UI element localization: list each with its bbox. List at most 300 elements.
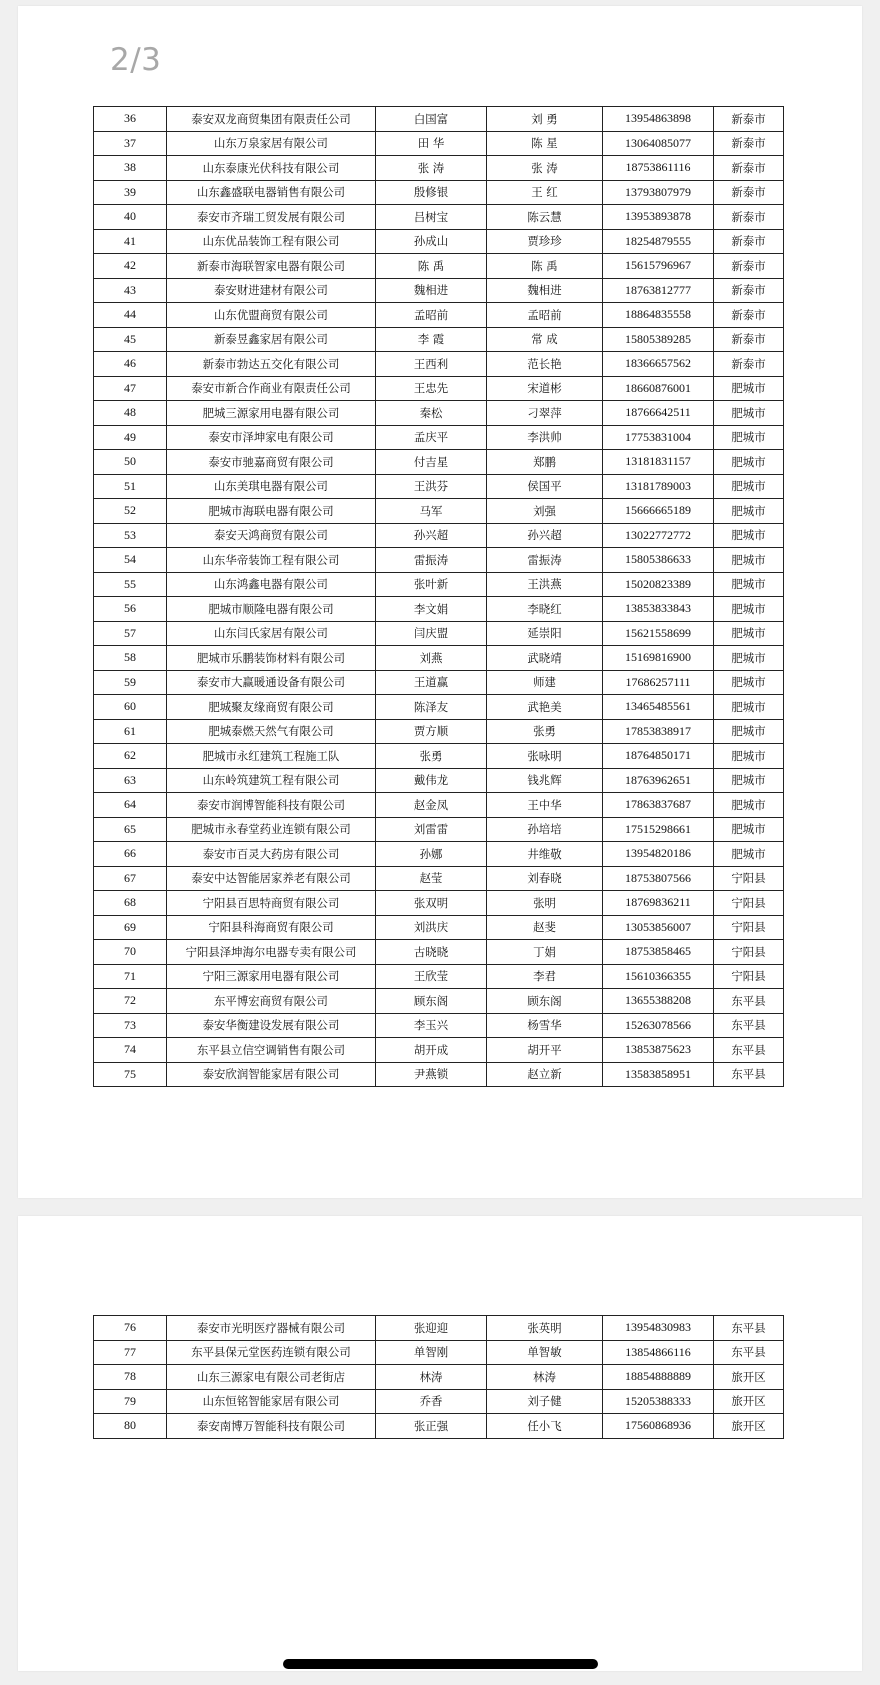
row-number: 69: [94, 915, 167, 940]
contact-person: 李君: [487, 964, 603, 989]
district: 肥城市: [714, 523, 784, 548]
legal-representative: 顾东阁: [376, 989, 487, 1014]
table-row: [94, 1062, 784, 1087]
table-row: [94, 621, 784, 646]
row-number: 77: [94, 1340, 167, 1365]
legal-representative: 林涛: [376, 1365, 487, 1390]
legal-representative: 赵金凤: [376, 793, 487, 818]
district: 肥城市: [714, 597, 784, 622]
company-name: 山东三源家电有限公司老街店: [167, 1365, 376, 1390]
contact-person: 刘 勇: [487, 107, 603, 132]
legal-representative: 赵莹: [376, 866, 487, 891]
legal-representative: 王欣莹: [376, 964, 487, 989]
company-name: 新泰市勃达五交化有限公司: [167, 352, 376, 377]
company-name: 泰安财进建材有限公司: [167, 278, 376, 303]
company-name: 山东美琪电器有限公司: [167, 474, 376, 499]
table-row: [94, 205, 784, 230]
contact-person: 钱兆辉: [487, 768, 603, 793]
contact-person: 张明: [487, 891, 603, 916]
legal-representative: 张正强: [376, 1414, 487, 1439]
district: 新泰市: [714, 327, 784, 352]
legal-representative: 尹燕锁: [376, 1062, 487, 1087]
legal-representative: 孟庆平: [376, 425, 487, 450]
contact-phone: 18753858465: [603, 940, 714, 965]
district: 宁阳县: [714, 891, 784, 916]
table-row: [94, 303, 784, 328]
legal-representative: 王忠先: [376, 376, 487, 401]
company-name: 泰安天鸿商贸有限公司: [167, 523, 376, 548]
company-name: 山东泰康光伏科技有限公司: [167, 156, 376, 181]
roster-table: [93, 1315, 784, 1439]
table-row: [94, 254, 784, 279]
legal-representative: 贾方顺: [376, 719, 487, 744]
contact-phone: 15666665189: [603, 499, 714, 524]
company-name: 泰安市润博智能科技有限公司: [167, 793, 376, 818]
contact-person: 范长艳: [487, 352, 603, 377]
table-row: [94, 817, 784, 842]
table-row: [94, 180, 784, 205]
contact-person: 师建: [487, 670, 603, 695]
row-number: 53: [94, 523, 167, 548]
contact-person: 陈 星: [487, 131, 603, 156]
table-row: [94, 891, 784, 916]
table-row: [94, 1389, 784, 1414]
company-name: 山东鸿鑫电器有限公司: [167, 572, 376, 597]
contact-person: 刘强: [487, 499, 603, 524]
legal-representative: 王西利: [376, 352, 487, 377]
legal-representative: 白国富: [376, 107, 487, 132]
document-page-1: [18, 6, 862, 1198]
company-name: 山东恒铭智能家居有限公司: [167, 1389, 376, 1414]
table-row: [94, 1038, 784, 1063]
contact-person: 张咏明: [487, 744, 603, 769]
contact-phone: 17686257111: [603, 670, 714, 695]
company-name: 宁阳三源家用电器有限公司: [167, 964, 376, 989]
company-name: 东平博宏商贸有限公司: [167, 989, 376, 1014]
contact-person: 李洪帅: [487, 425, 603, 450]
company-name: 泰安市泽坤家电有限公司: [167, 425, 376, 450]
district: 肥城市: [714, 621, 784, 646]
contact-person: 郑鹏: [487, 450, 603, 475]
district: 旅开区: [714, 1414, 784, 1439]
legal-representative: 王洪芬: [376, 474, 487, 499]
legal-representative: 古晓晓: [376, 940, 487, 965]
table-row: [94, 425, 784, 450]
table-row: [94, 1316, 784, 1341]
legal-representative: 雷振涛: [376, 548, 487, 573]
table-row: [94, 940, 784, 965]
legal-representative: 乔香: [376, 1389, 487, 1414]
district: 肥城市: [714, 817, 784, 842]
table-row: [94, 964, 784, 989]
table-row: [94, 499, 784, 524]
district: 宁阳县: [714, 940, 784, 965]
contact-person: 孙培培: [487, 817, 603, 842]
row-number: 66: [94, 842, 167, 867]
table-row: [94, 646, 784, 671]
contact-person: 杨雪华: [487, 1013, 603, 1038]
company-name: 东平县立信空调销售有限公司: [167, 1038, 376, 1063]
district: 旅开区: [714, 1389, 784, 1414]
contact-person: 延崇阳: [487, 621, 603, 646]
district: 肥城市: [714, 499, 784, 524]
legal-representative: 张 涛: [376, 156, 487, 181]
legal-representative: 殷修银: [376, 180, 487, 205]
company-name: 泰安南博万智能科技有限公司: [167, 1414, 376, 1439]
table-row: [94, 695, 784, 720]
district: 新泰市: [714, 131, 784, 156]
row-number: 71: [94, 964, 167, 989]
company-name: 泰安市大赢暖通设备有限公司: [167, 670, 376, 695]
company-name: 泰安双龙商贸集团有限责任公司: [167, 107, 376, 132]
contact-person: 宋道彬: [487, 376, 603, 401]
contact-person: 王 红: [487, 180, 603, 205]
company-name: 泰安市驰嘉商贸有限公司: [167, 450, 376, 475]
district: 东平县: [714, 989, 784, 1014]
district: 新泰市: [714, 107, 784, 132]
roster-table: [93, 106, 784, 1087]
contact-person: 任小飞: [487, 1414, 603, 1439]
table-row: [94, 229, 784, 254]
contact-phone: 13053856007: [603, 915, 714, 940]
contact-phone: 18763812777: [603, 278, 714, 303]
contact-person: 陈 禹: [487, 254, 603, 279]
district: 新泰市: [714, 156, 784, 181]
district: 新泰市: [714, 303, 784, 328]
legal-representative: 闫庆盟: [376, 621, 487, 646]
contact-person: 魏相进: [487, 278, 603, 303]
legal-representative: 李 霞: [376, 327, 487, 352]
contact-phone: 13181789003: [603, 474, 714, 499]
row-number: 42: [94, 254, 167, 279]
table-row: [94, 1365, 784, 1390]
legal-representative: 张勇: [376, 744, 487, 769]
legal-representative: 刘燕: [376, 646, 487, 671]
contact-person: 王中华: [487, 793, 603, 818]
company-name: 东平县保元堂医药连锁有限公司: [167, 1340, 376, 1365]
contact-phone: 15263078566: [603, 1013, 714, 1038]
contact-person: 张英明: [487, 1316, 603, 1341]
company-name: 泰安欣润智能家居有限公司: [167, 1062, 376, 1087]
contact-person: 孟昭前: [487, 303, 603, 328]
row-number: 61: [94, 719, 167, 744]
district: 东平县: [714, 1013, 784, 1038]
row-number: 40: [94, 205, 167, 230]
contact-phone: 18864835558: [603, 303, 714, 328]
contact-phone: 13954863898: [603, 107, 714, 132]
contact-person: 顾东阁: [487, 989, 603, 1014]
table-row: [94, 597, 784, 622]
legal-representative: 陈泽友: [376, 695, 487, 720]
table-row: [94, 523, 784, 548]
row-number: 67: [94, 866, 167, 891]
legal-representative: 李文娟: [376, 597, 487, 622]
legal-representative: 陈 禹: [376, 254, 487, 279]
contact-phone: 17863837687: [603, 793, 714, 818]
table-row: [94, 376, 784, 401]
contact-person: 武艳美: [487, 695, 603, 720]
company-name: 山东鑫盛联电器销售有限公司: [167, 180, 376, 205]
row-number: 78: [94, 1365, 167, 1390]
table-row: [94, 915, 784, 940]
row-number: 76: [94, 1316, 167, 1341]
company-name: 肥城市永春堂药业连锁有限公司: [167, 817, 376, 842]
contact-phone: 13953893878: [603, 205, 714, 230]
legal-representative: 单智刚: [376, 1340, 487, 1365]
legal-representative: 戴伟龙: [376, 768, 487, 793]
legal-representative: 田 华: [376, 131, 487, 156]
table-row: [94, 866, 784, 891]
contact-person: 雷振涛: [487, 548, 603, 573]
company-name: 宁阳县泽坤海尔电器专卖有限公司: [167, 940, 376, 965]
row-number: 36: [94, 107, 167, 132]
company-name: 肥城市顺隆电器有限公司: [167, 597, 376, 622]
company-name: 新泰市海联智家电器有限公司: [167, 254, 376, 279]
row-number: 79: [94, 1389, 167, 1414]
district: 东平县: [714, 1340, 784, 1365]
contact-phone: 13022772772: [603, 523, 714, 548]
table-row: [94, 548, 784, 573]
company-name: 山东万泉家居有限公司: [167, 131, 376, 156]
contact-phone: 18254879555: [603, 229, 714, 254]
row-number: 39: [94, 180, 167, 205]
district: 宁阳县: [714, 866, 784, 891]
row-number: 51: [94, 474, 167, 499]
contact-person: 陈云慧: [487, 205, 603, 230]
row-number: 80: [94, 1414, 167, 1439]
company-name: 泰安市新合作商业有限责任公司: [167, 376, 376, 401]
table-row: [94, 327, 784, 352]
legal-representative: 张迎迎: [376, 1316, 487, 1341]
row-number: 43: [94, 278, 167, 303]
row-number: 49: [94, 425, 167, 450]
table-row: [94, 744, 784, 769]
district: 肥城市: [714, 572, 784, 597]
row-number: 41: [94, 229, 167, 254]
district: 宁阳县: [714, 915, 784, 940]
district: 东平县: [714, 1316, 784, 1341]
company-name: 肥城市永红建筑工程施工队: [167, 744, 376, 769]
contact-phone: 15020823389: [603, 572, 714, 597]
district: 肥城市: [714, 842, 784, 867]
district: 新泰市: [714, 352, 784, 377]
legal-representative: 张叶新: [376, 572, 487, 597]
contact-phone: 13793807979: [603, 180, 714, 205]
contact-phone: 17853838917: [603, 719, 714, 744]
row-number: 65: [94, 817, 167, 842]
table-row: [94, 131, 784, 156]
contact-person: 刘子健: [487, 1389, 603, 1414]
contact-phone: 15621558699: [603, 621, 714, 646]
company-name: 新泰昱鑫家居有限公司: [167, 327, 376, 352]
company-name: 山东岭筑建筑工程有限公司: [167, 768, 376, 793]
district: 新泰市: [714, 180, 784, 205]
table-row: [94, 572, 784, 597]
contact-person: 赵斐: [487, 915, 603, 940]
row-number: 68: [94, 891, 167, 916]
table-row: [94, 1013, 784, 1038]
contact-phone: 13853875623: [603, 1038, 714, 1063]
document-page-2: [18, 1216, 862, 1671]
company-name: 泰安市百灵大药房有限公司: [167, 842, 376, 867]
contact-phone: 18766642511: [603, 401, 714, 426]
district: 肥城市: [714, 548, 784, 573]
table-row: [94, 401, 784, 426]
contact-phone: 15169816900: [603, 646, 714, 671]
table-row: [94, 670, 784, 695]
district: 肥城市: [714, 376, 784, 401]
contact-person: 林涛: [487, 1365, 603, 1390]
row-number: 64: [94, 793, 167, 818]
row-number: 60: [94, 695, 167, 720]
contact-phone: 13181831157: [603, 450, 714, 475]
company-name: 宁阳县科海商贸有限公司: [167, 915, 376, 940]
contact-person: 胡开平: [487, 1038, 603, 1063]
row-number: 59: [94, 670, 167, 695]
row-number: 54: [94, 548, 167, 573]
contact-phone: 18854888889: [603, 1365, 714, 1390]
company-name: 肥城泰燃天然气有限公司: [167, 719, 376, 744]
district: 宁阳县: [714, 964, 784, 989]
district: 肥城市: [714, 768, 784, 793]
row-number: 48: [94, 401, 167, 426]
company-name: 泰安市齐瑞工贸发展有限公司: [167, 205, 376, 230]
contact-person: 刘春晓: [487, 866, 603, 891]
district: 肥城市: [714, 425, 784, 450]
row-number: 58: [94, 646, 167, 671]
legal-representative: 魏相进: [376, 278, 487, 303]
table-row: [94, 1414, 784, 1439]
company-name: 山东优品装饰工程有限公司: [167, 229, 376, 254]
contact-phone: 13954830983: [603, 1316, 714, 1341]
company-name: 泰安华衡建设发展有限公司: [167, 1013, 376, 1038]
district: 肥城市: [714, 744, 784, 769]
row-number: 75: [94, 1062, 167, 1087]
legal-representative: 李玉兴: [376, 1013, 487, 1038]
row-number: 63: [94, 768, 167, 793]
legal-representative: 孙兴超: [376, 523, 487, 548]
contact-phone: 13853833843: [603, 597, 714, 622]
district: 新泰市: [714, 254, 784, 279]
row-number: 62: [94, 744, 167, 769]
row-number: 74: [94, 1038, 167, 1063]
contact-person: 井维敬: [487, 842, 603, 867]
contact-phone: 17515298661: [603, 817, 714, 842]
home-indicator[interactable]: [283, 1659, 598, 1669]
table-row: [94, 278, 784, 303]
district: 肥城市: [714, 474, 784, 499]
table-row: [94, 1340, 784, 1365]
row-number: 70: [94, 940, 167, 965]
row-number: 57: [94, 621, 167, 646]
legal-representative: 胡开成: [376, 1038, 487, 1063]
table-row: [94, 107, 784, 132]
company-name: 肥城三源家用电器有限公司: [167, 401, 376, 426]
district: 肥城市: [714, 646, 784, 671]
row-number: 52: [94, 499, 167, 524]
row-number: 46: [94, 352, 167, 377]
legal-representative: 刘雷雷: [376, 817, 487, 842]
contact-person: 赵立新: [487, 1062, 603, 1087]
contact-phone: 13465485561: [603, 695, 714, 720]
contact-phone: 13064085077: [603, 131, 714, 156]
row-number: 45: [94, 327, 167, 352]
row-number: 72: [94, 989, 167, 1014]
page-indicator: 2/3: [110, 42, 162, 78]
contact-phone: 13583858951: [603, 1062, 714, 1087]
legal-representative: 秦松: [376, 401, 487, 426]
contact-phone: 15805389285: [603, 327, 714, 352]
contact-phone: 15805386633: [603, 548, 714, 573]
contact-phone: 18764850171: [603, 744, 714, 769]
table-row: [94, 352, 784, 377]
row-number: 37: [94, 131, 167, 156]
company-name: 泰安市光明医疗器械有限公司: [167, 1316, 376, 1341]
contact-person: 李晓红: [487, 597, 603, 622]
district: 东平县: [714, 1062, 784, 1087]
contact-person: 张勇: [487, 719, 603, 744]
table-row: [94, 989, 784, 1014]
district: 肥城市: [714, 719, 784, 744]
table-row: [94, 450, 784, 475]
contact-person: 王洪燕: [487, 572, 603, 597]
district: 新泰市: [714, 229, 784, 254]
company-name: 肥城市海联电器有限公司: [167, 499, 376, 524]
contact-phone: 13655388208: [603, 989, 714, 1014]
contact-person: 张 涛: [487, 156, 603, 181]
table-row: [94, 156, 784, 181]
district: 肥城市: [714, 793, 784, 818]
table-row: [94, 842, 784, 867]
contact-phone: 18753807566: [603, 866, 714, 891]
district: 肥城市: [714, 450, 784, 475]
contact-person: 单智敏: [487, 1340, 603, 1365]
legal-representative: 孙娜: [376, 842, 487, 867]
legal-representative: 王道赢: [376, 670, 487, 695]
legal-representative: 孟昭前: [376, 303, 487, 328]
district: 肥城市: [714, 695, 784, 720]
contact-phone: 18366657562: [603, 352, 714, 377]
table-row: [94, 768, 784, 793]
district: 肥城市: [714, 670, 784, 695]
contact-phone: 17753831004: [603, 425, 714, 450]
company-name: 泰安中达智能居家养老有限公司: [167, 866, 376, 891]
row-number: 73: [94, 1013, 167, 1038]
district: 旅开区: [714, 1365, 784, 1390]
contact-phone: 18763962651: [603, 768, 714, 793]
legal-representative: 刘洪庆: [376, 915, 487, 940]
contact-person: 孙兴超: [487, 523, 603, 548]
row-number: 38: [94, 156, 167, 181]
legal-representative: 张双明: [376, 891, 487, 916]
contact-person: 丁娟: [487, 940, 603, 965]
row-number: 50: [94, 450, 167, 475]
district: 东平县: [714, 1038, 784, 1063]
contact-phone: 15205388333: [603, 1389, 714, 1414]
company-name: 宁阳县百思特商贸有限公司: [167, 891, 376, 916]
contact-phone: 18753861116: [603, 156, 714, 181]
contact-phone: 18769836211: [603, 891, 714, 916]
district: 新泰市: [714, 278, 784, 303]
district: 肥城市: [714, 401, 784, 426]
company-name: 肥城市乐鹏装饰材料有限公司: [167, 646, 376, 671]
legal-representative: 付吉星: [376, 450, 487, 475]
contact-phone: 18660876001: [603, 376, 714, 401]
district: 新泰市: [714, 205, 784, 230]
company-name: 山东闫氏家居有限公司: [167, 621, 376, 646]
table-row: [94, 793, 784, 818]
company-name: 山东优盟商贸有限公司: [167, 303, 376, 328]
